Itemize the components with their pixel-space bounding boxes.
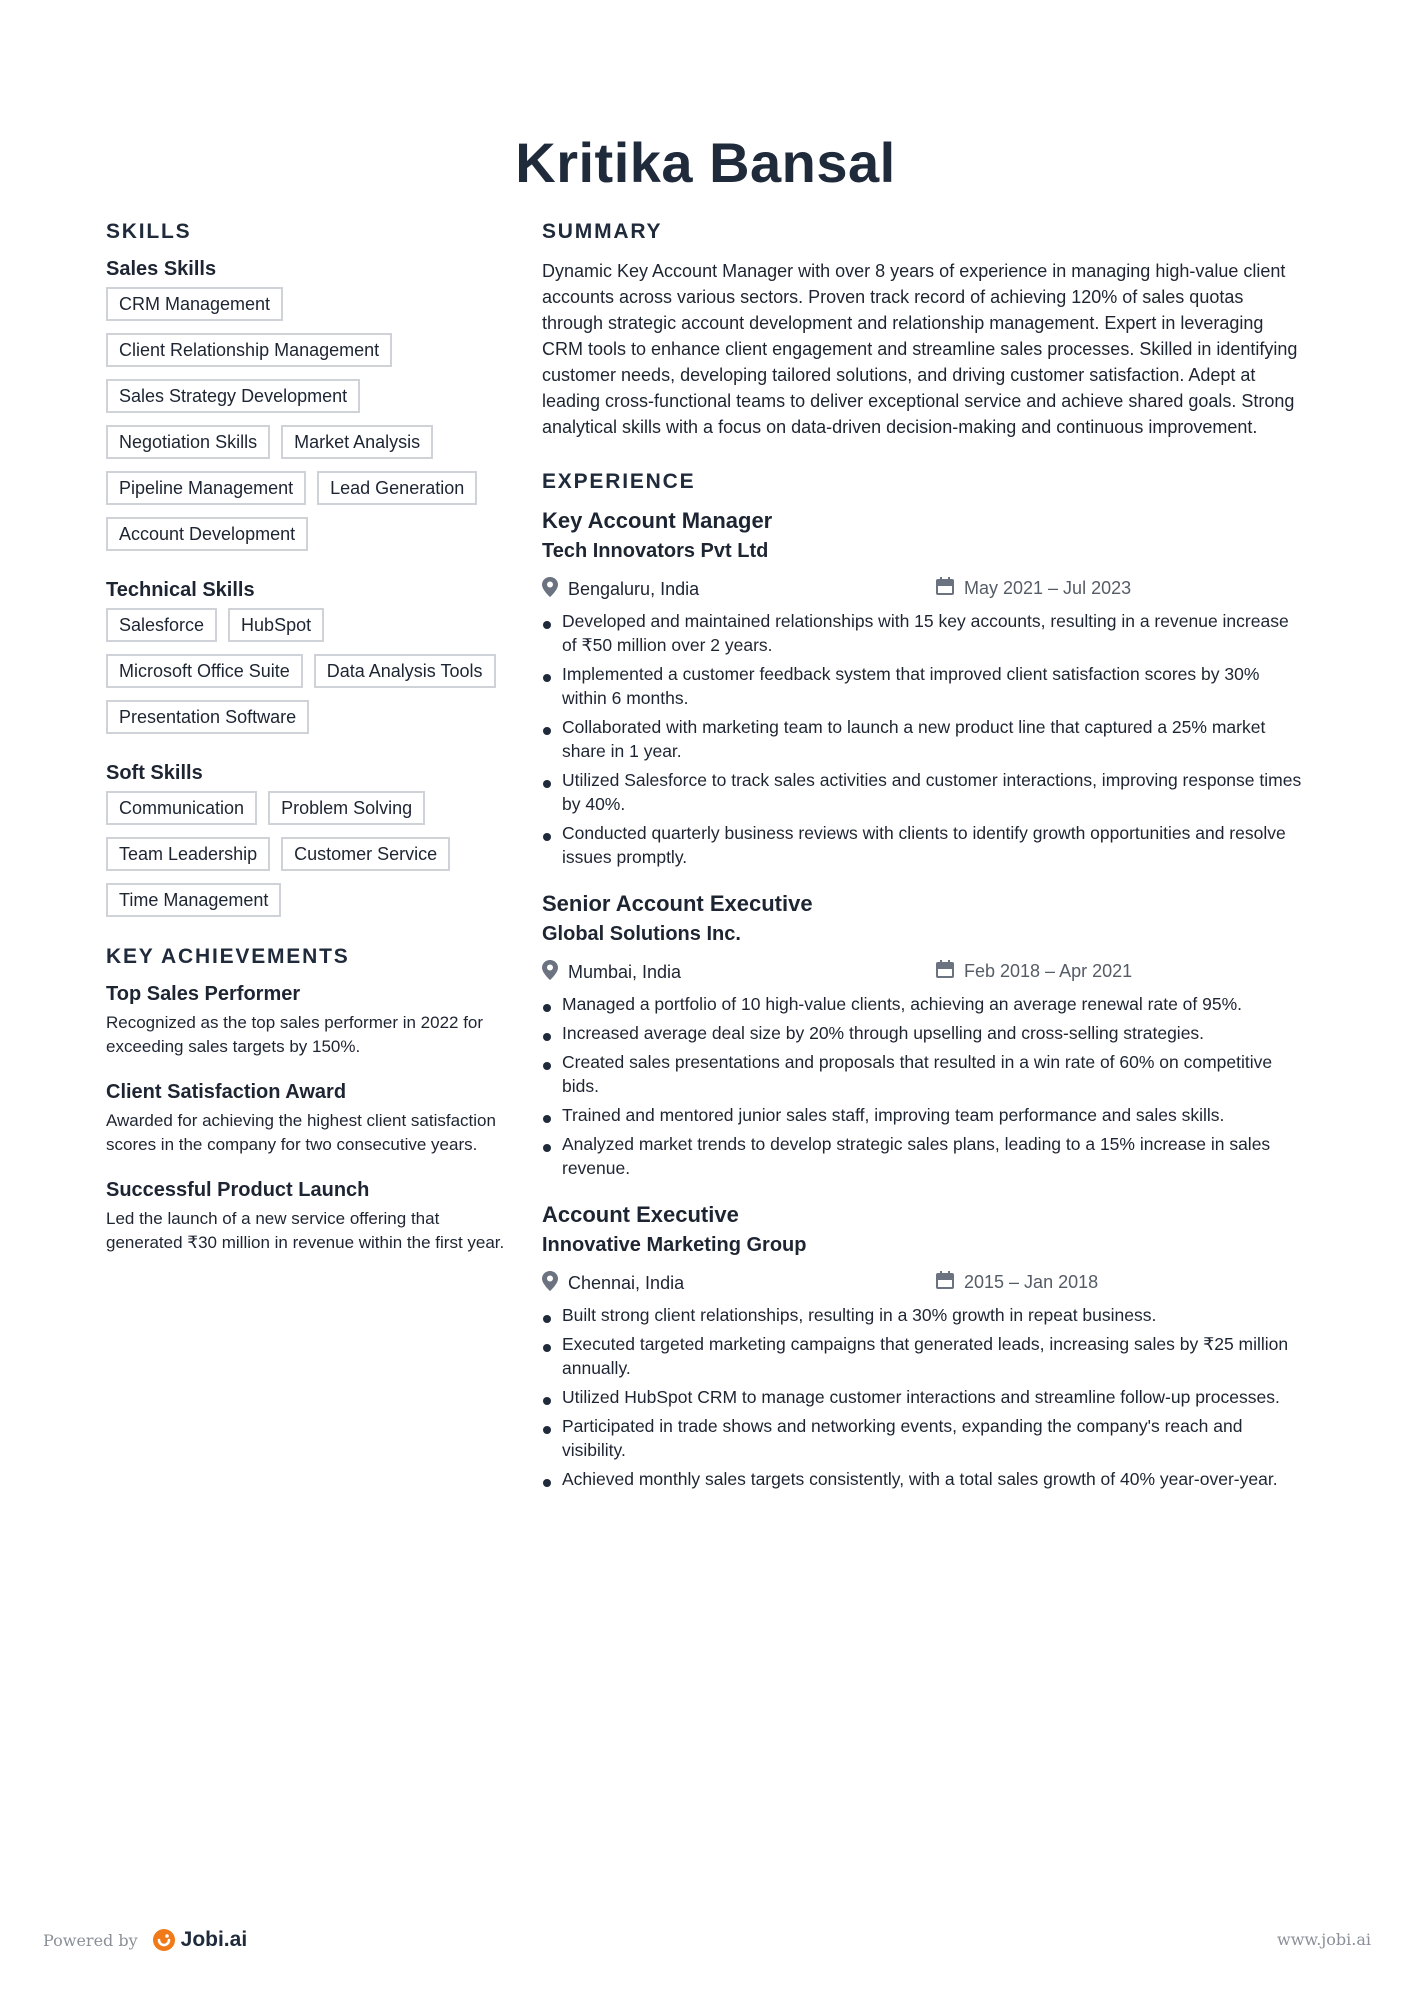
skill-tag: CRM Management <box>106 287 283 321</box>
job-bullet: Built strong client relationships, resulting in a 30% growth in repeat business. <box>542 1303 1307 1327</box>
skills-section <box>106 220 506 929</box>
right-column <box>542 220 1307 1513</box>
skill-tag: Problem Solving <box>268 791 425 825</box>
skill-group-title: Sales Skills <box>106 258 217 280</box>
map-pin-icon <box>542 960 558 985</box>
experience-heading: EXPERIENCE <box>542 470 696 493</box>
job-dates <box>936 1271 1098 1294</box>
job-company: Tech Innovators Pvt Ltd <box>542 540 769 562</box>
job-dates-text: Feb 2018 – Apr 2021 <box>964 961 1133 981</box>
skill-tag: Time Management <box>106 883 281 917</box>
achievement-description: Led the launch of a new service offering that generated ₹30 million in revenue within the first year. <box>106 1209 505 1252</box>
skill-tag: Team Leadership <box>106 837 270 871</box>
skill-tag: Lead Generation <box>317 471 477 505</box>
achievement-description: Recognized as the top sales performer in 2022 for exceeding sales targets by 150%. <box>106 1013 484 1056</box>
job-bullet: Developed and maintained relationships with 15 key accounts, resulting in a revenue increase of ₹50 million over 2 years. <box>542 609 1307 657</box>
job-bullet: Conducted quarterly business reviews with clients to identify growth opportunities and resolve issues promptly. <box>542 821 1307 869</box>
achievements-heading: KEY ACHIEVEMENTS <box>106 945 350 968</box>
job-bullet: Managed a portfolio of 10 high-value clients, achieving an average renewal rate of 95%. <box>542 992 1307 1016</box>
achievement-title: Client Satisfaction Award <box>106 1081 347 1103</box>
skill-group <box>106 579 506 746</box>
skill-group <box>106 258 506 563</box>
job-title: Account Executive <box>542 1202 739 1227</box>
skill-groups <box>106 258 506 929</box>
job-location <box>542 1271 684 1296</box>
summary-text: Dynamic Key Account Manager with over 8 years of experience in managing high-value client accounts across various sectors. Proven track record of achieving 120% of sales quotas through strategic account development and relationship management. Expert in leveraging CRM tools to enhance client engagement and streamline sales processes. Skilled in identifying customer needs, developing tailored solutions, and driving customer satisfaction. Adept at leading cross-functional teams to deliver exceptional service and achieve shared goals. Strong analytical skills with a focus on data-driven decision-making and continuous improvement. <box>542 261 1298 437</box>
job-entry <box>542 891 1307 1180</box>
achievement-item <box>106 1179 506 1255</box>
job-bullet: Implemented a customer feedback system that improved client satisfaction scores by 30% within 6 months. <box>542 662 1307 710</box>
job-company: Innovative Marketing Group <box>542 1234 807 1256</box>
summary-heading: SUMMARY <box>542 220 663 243</box>
job-entry <box>542 1202 1307 1491</box>
calendar-icon <box>936 1271 954 1294</box>
job-bullet: Utilized HubSpot CRM to manage customer interactions and streamline follow-up processes. <box>542 1385 1307 1409</box>
achievements-list <box>106 983 506 1255</box>
job-bullet: Analyzed market trends to develop strategic sales plans, leading to a 15% increase in sales revenue. <box>542 1132 1307 1180</box>
skill-tag: Sales Strategy Development <box>106 379 360 413</box>
job-dates-text: May 2021 – Jul 2023 <box>964 578 1132 598</box>
jobs-list <box>542 508 1307 1491</box>
job-location-text: Bengaluru, India <box>568 579 700 599</box>
skill-tag: Presentation Software <box>106 700 309 734</box>
job-location <box>542 577 699 602</box>
candidate-name: Kritika Bansal <box>515 131 896 194</box>
skill-tag: Client Relationship Management <box>106 333 392 367</box>
left-column <box>106 220 506 1277</box>
calendar-icon <box>936 960 954 983</box>
map-pin-icon <box>542 577 558 602</box>
job-bullet: Created sales presentations and proposals that resulted in a win rate of 60% on competitive bids. <box>542 1050 1307 1098</box>
job-bullets <box>542 992 1307 1180</box>
job-bullet: Utilized Salesforce to track sales activities and customer interactions, improving response times by 40%. <box>542 768 1307 816</box>
skill-tag: Customer Service <box>281 837 450 871</box>
job-meta <box>542 577 1307 603</box>
jobi-logo[interactable] <box>152 1928 248 1952</box>
skill-tag: Communication <box>106 791 257 825</box>
skills-heading: SKILLS <box>106 220 192 243</box>
logo-text: Jobi.ai <box>180 1928 248 1951</box>
skill-tag: HubSpot <box>228 608 324 642</box>
skill-tags <box>106 608 506 746</box>
achievement-item <box>106 983 506 1059</box>
skill-group <box>106 762 506 929</box>
job-location-text: Mumbai, India <box>568 962 682 982</box>
skill-tag: Market Analysis <box>281 425 433 459</box>
job-company: Global Solutions Inc. <box>542 923 741 945</box>
skill-tag: Microsoft Office Suite <box>106 654 303 688</box>
job-bullet: Participated in trade shows and networking events, expanding the company's reach and visibility. <box>542 1414 1307 1462</box>
skill-tag: Negotiation Skills <box>106 425 270 459</box>
job-dates-text: 2015 – Jan 2018 <box>964 1272 1099 1292</box>
job-bullets <box>542 1303 1307 1491</box>
job-title: Senior Account Executive <box>542 891 813 916</box>
skill-tag: Pipeline Management <box>106 471 306 505</box>
experience-section <box>542 470 1307 1491</box>
achievement-title: Successful Product Launch <box>106 1179 370 1201</box>
achievement-title: Top Sales Performer <box>106 983 301 1005</box>
jobi-logo-icon <box>152 1928 176 1952</box>
achievement-description: Awarded for achieving the highest client satisfaction scores in the company for two consecutive years. <box>106 1111 496 1154</box>
achievement-item <box>106 1081 506 1157</box>
job-bullet: Collaborated with marketing team to launch a new product line that captured a 25% market share in 1 year. <box>542 715 1307 763</box>
skill-group-title: Technical Skills <box>106 579 255 601</box>
skill-tag: Account Development <box>106 517 308 551</box>
map-pin-icon <box>542 1271 558 1296</box>
job-bullet: Increased average deal size by 20% through upselling and cross-selling strategies. <box>542 1021 1307 1045</box>
skill-tags <box>106 791 506 929</box>
job-bullet: Trained and mentored junior sales staff, improving team performance and sales skills. <box>542 1103 1307 1127</box>
skill-group-title: Soft Skills <box>106 762 203 784</box>
job-location-text: Chennai, India <box>568 1273 685 1293</box>
job-bullet: Achieved monthly sales targets consistently, with a total sales growth of 40% year-over-year. <box>542 1467 1307 1491</box>
powered-by-label: Powered by <box>43 1930 138 1950</box>
skill-tag: Salesforce <box>106 608 217 642</box>
skill-tag: Data Analysis Tools <box>314 654 496 688</box>
job-meta <box>542 960 1307 986</box>
summary-section <box>542 220 1307 440</box>
job-dates <box>936 577 1131 600</box>
job-bullets <box>542 609 1307 869</box>
job-entry <box>542 508 1307 869</box>
skill-tags <box>106 287 506 563</box>
achievements-section <box>106 945 506 1255</box>
job-meta <box>542 1271 1307 1297</box>
job-dates <box>936 960 1132 983</box>
job-title: Key Account Manager <box>542 508 773 533</box>
website-link[interactable]: www.jobi.ai <box>1277 1930 1371 1949</box>
job-bullet: Executed targeted marketing campaigns that generated leads, increasing sales by ₹25 million annually. <box>542 1332 1307 1380</box>
calendar-icon <box>936 577 954 600</box>
footer-branding <box>43 1928 247 1952</box>
job-location <box>542 960 681 985</box>
